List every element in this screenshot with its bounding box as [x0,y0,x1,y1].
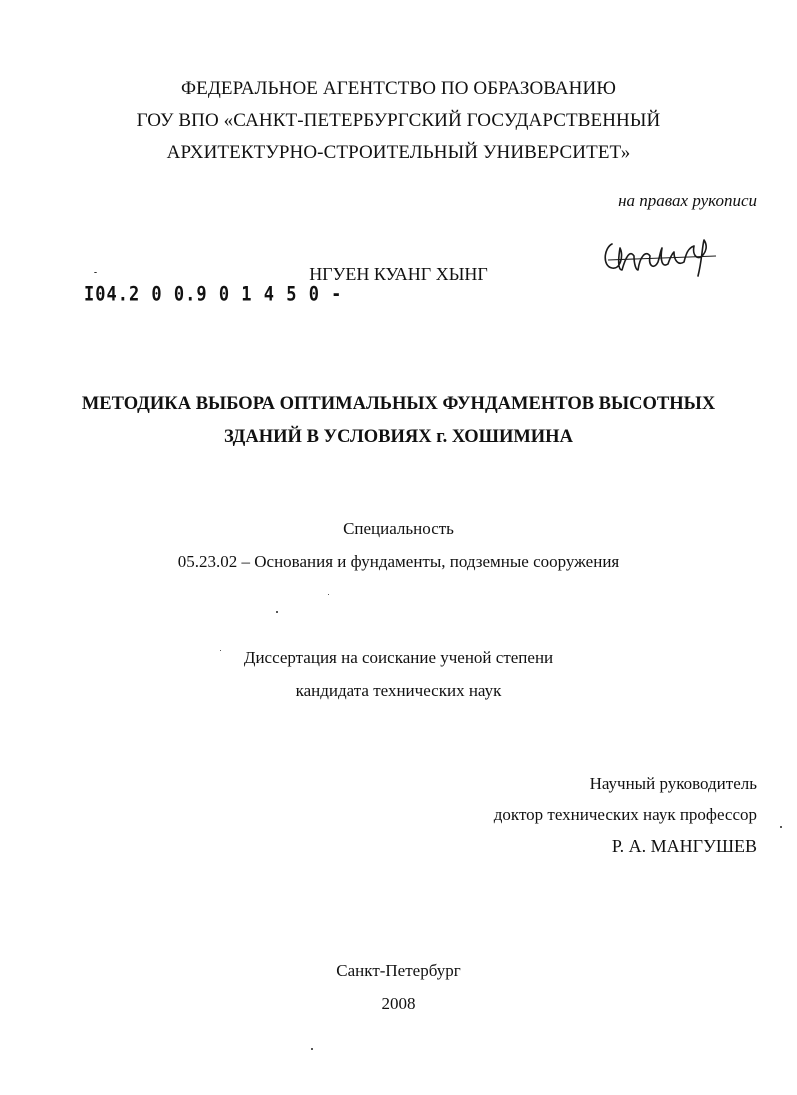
specialty-value: 05.23.02 – Основания и фундаменты, подземные сооружения [177,552,620,571]
catalog-stamp: I04.2 0 0.9 0 1 4 5 0 - [84,283,343,306]
degree-line-2: кандидата технических наук [295,681,502,700]
speck [220,650,221,651]
header-line-3: АРХИТЕКТУРНО-СТРОИТЕЛЬНЫЙ УНИВЕРСИТЕТ» [166,142,631,163]
header-line-1: ФЕДЕРАЛЬНОЕ АГЕНТСТВО ПО ОБРАЗОВАНИЮ [181,78,616,99]
degree-line-1: Диссертация на соискание ученой степени [243,648,554,667]
supervisor-name: Р. А. МАНГУШЕВ [611,836,757,856]
author-name: НГУЕН КУАНГ ХЫНГ [309,264,488,284]
speck [276,611,278,613]
title-line-2: ЗДАНИЙ В УСЛОВИЯХ г. ХОШИМИНА [224,427,573,447]
speck [328,594,329,595]
header-line-2: ГОУ ВПО «САНКТ-ПЕТЕРБУРГСКИЙ ГОСУДАРСТВЕННЫЙ [136,110,661,131]
speck [94,272,97,273]
supervisor-rank: доктор технических наук профессор [493,805,757,824]
rights-note: на правах рукописи [618,191,757,210]
specialty-label: Специальность [343,519,454,538]
supervisor-label: Научный руководитель [589,774,757,793]
speck [780,826,782,828]
footer-city: Санкт-Петербург [336,961,461,980]
footer-year: 2008 [381,994,416,1013]
title-line-1: МЕТОДИКА ВЫБОРА ОПТИМАЛЬНЫХ ФУНДАМЕНТОВ ВЫСОТНЫХ [81,394,716,414]
speck [311,1048,313,1050]
